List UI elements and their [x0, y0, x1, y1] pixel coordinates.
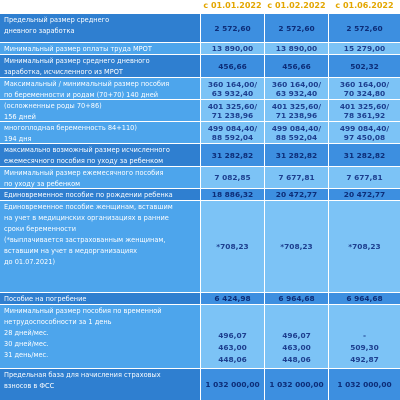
- value-cell-c1: [201, 122, 264, 143]
- value-line: 15 279,00: [343, 44, 386, 53]
- value-line: 20 472,77: [275, 190, 318, 199]
- row-label-line: Единовременное пособие женщинам, вставшим: [4, 203, 173, 211]
- value-cell-c1: [201, 14, 264, 42]
- value-line: -: [362, 331, 367, 340]
- value-line: 6 964,68: [278, 294, 315, 303]
- value-line: 496,07: [282, 331, 311, 340]
- value-line: 70 324,80: [343, 88, 386, 98]
- row-label-line: 28 дней/мес.: [4, 329, 49, 337]
- value-line: 6 424,98: [214, 294, 251, 303]
- value-line: 63 932,40: [211, 88, 254, 98]
- value-cell-c2: [265, 122, 328, 143]
- row-label-line: по беременности и родам (70+70) 140 дней: [4, 91, 159, 99]
- value-line: 7 677,81: [278, 173, 315, 182]
- value-line: 63 932,40: [275, 88, 318, 98]
- value-cell-c2: [265, 167, 328, 188]
- table-row: [0, 305, 400, 368]
- row-label-line: (осложненные роды 70+86): [4, 102, 102, 110]
- value-line: 401 325,60/: [339, 101, 390, 111]
- value-line: 499 084,40/: [207, 123, 258, 133]
- value-line: 496,07: [218, 331, 247, 340]
- value-cell-c3: [329, 43, 400, 54]
- value-line: 456,66: [218, 61, 247, 71]
- value-cell-c1: [201, 189, 264, 200]
- table-header: [0, 0, 400, 14]
- value-line: 492,87: [350, 355, 379, 364]
- row-label-line: многоплодная беременность 84+110): [4, 124, 137, 132]
- value-line: 71 238,96: [275, 110, 318, 120]
- value-line: 6 964,68: [346, 294, 383, 303]
- value-line: 463,00: [218, 343, 247, 352]
- value-cell-c3: [329, 100, 400, 121]
- row-label: [0, 55, 200, 77]
- row-label-line: дневного заработка: [4, 27, 75, 35]
- table-row: [0, 55, 400, 77]
- table-row: [0, 201, 400, 292]
- value-line: 360 164,00/: [339, 79, 390, 89]
- row-label: [0, 201, 200, 292]
- row-label-line: Пособие на погребение: [4, 295, 87, 303]
- table-row: [0, 122, 400, 143]
- value-line: 13 890,00: [211, 44, 254, 53]
- value-cell-c3: [329, 305, 400, 368]
- value-line: 7 677,81: [346, 173, 383, 182]
- table-row: [0, 189, 400, 200]
- value-cell-c1: [201, 43, 264, 54]
- value-line: 401 325,60/: [271, 101, 322, 111]
- value-line: *708,23: [348, 242, 381, 251]
- row-label-line: на учет в медицинских организациях в ранние: [4, 214, 169, 222]
- value-line: 401 325,60/: [207, 101, 258, 111]
- value-cell-c3: [329, 55, 400, 77]
- value-line: 31 282,82: [211, 150, 254, 160]
- value-line: 463,00: [282, 343, 311, 352]
- row-label-line: сроки беременности: [4, 225, 77, 233]
- value-cell-c3: [329, 122, 400, 143]
- row-label-line: Минимальный размер среднего дневного: [4, 57, 150, 65]
- table-row: [0, 293, 400, 304]
- row-label-line: взносов в ФСС: [4, 382, 55, 390]
- value-line: 1 032 000,00: [337, 380, 392, 389]
- row-label-line: по уходу за ребенком: [4, 180, 81, 188]
- value-cell-c3: [329, 369, 400, 400]
- row-label-line: Единовременное пособие по рождении ребенка: [4, 191, 173, 199]
- value-line: 31 282,82: [275, 150, 318, 160]
- value-line: 71 238,96: [211, 110, 254, 120]
- row-label: [0, 167, 200, 188]
- row-label-line: Максимальный / минимальный размер пособия: [4, 80, 170, 88]
- table-row: [0, 78, 400, 99]
- row-label: [0, 305, 200, 368]
- value-line: *708,23: [216, 242, 249, 251]
- header-col-1: с 01.01.2022: [203, 1, 262, 10]
- header-col-2: с 01.02.2022: [267, 1, 326, 10]
- row-label-line: Минимальный размер пособия по временной: [4, 307, 162, 315]
- value-line: 31 282,82: [343, 150, 386, 160]
- value-cell-c3: [329, 14, 400, 42]
- value-cell-c3: [329, 78, 400, 99]
- value-line: 502,32: [350, 61, 379, 71]
- value-cell-c1: [201, 293, 264, 304]
- value-line: 18 886,32: [211, 190, 254, 199]
- row-label-line: Предельная база для начисления страховых: [4, 371, 161, 379]
- row-label-line: Минимальный размер ежемесячного пособия: [4, 169, 164, 177]
- row-label-line: 31 день/мес.: [4, 351, 49, 359]
- value-line: *708,23: [280, 242, 313, 251]
- value-cell-c2: [265, 305, 328, 368]
- table-row: [0, 43, 400, 54]
- value-line: 13 890,00: [275, 44, 318, 53]
- row-label-line: 156 дней: [4, 113, 36, 121]
- value-cell-c1: [201, 55, 264, 77]
- value-cell-c1: [201, 369, 264, 400]
- value-line: 448,06: [218, 355, 247, 364]
- value-cell-c3: [329, 144, 400, 166]
- value-line: 499 084,40/: [339, 123, 390, 133]
- value-cell-c2: [265, 78, 328, 99]
- value-line: 509,30: [350, 343, 379, 352]
- row-label-line: Минимальный размер оплаты труда МРОТ: [4, 45, 152, 53]
- value-line: 2 572,60: [346, 23, 383, 33]
- table-row: [0, 369, 400, 400]
- value-cell-c2: [265, 293, 328, 304]
- value-line: 88 592,04: [211, 132, 254, 142]
- value-line: 448,06: [282, 355, 311, 364]
- value-line: 456,66: [282, 61, 311, 71]
- value-cell-c1: [201, 201, 264, 292]
- row-label-line: ежемесячного пособия по уходу за ребенком: [4, 157, 164, 165]
- row-label-line: (*выплачивается застрахованным женщинам,: [4, 236, 166, 244]
- row-label-line: нетрудоспособности за 1 день: [4, 318, 112, 326]
- value-cell-c3: [329, 167, 400, 188]
- value-cell-c1: [201, 305, 264, 368]
- value-cell-c2: [265, 201, 328, 292]
- value-cell-c2: [265, 14, 328, 42]
- value-cell-c2: [265, 43, 328, 54]
- value-cell-c1: [201, 167, 264, 188]
- row-label: [0, 78, 200, 99]
- value-cell-c2: [265, 189, 328, 200]
- value-cell-c2: [265, 369, 328, 400]
- row-label-line: 194 дня: [4, 135, 32, 143]
- row-label-line: максимально возможный размер исчисленного: [4, 146, 170, 154]
- table-row: [0, 14, 400, 42]
- value-cell-c3: [329, 293, 400, 304]
- value-line: 499 084,40/: [271, 123, 322, 133]
- value-line: 360 164,00/: [271, 79, 322, 89]
- row-label: [0, 122, 200, 143]
- value-cell-c1: [201, 144, 264, 166]
- value-line: 78 361,92: [343, 110, 386, 120]
- value-line: 1 032 000,00: [205, 380, 260, 389]
- row-label: [0, 43, 200, 54]
- row-label: [0, 144, 200, 166]
- row-label-line: до 01.07.2021): [4, 258, 56, 266]
- row-label: [0, 293, 200, 304]
- header-col-3: с 01.06.2022: [335, 1, 394, 10]
- value-line: 97 450,08: [343, 132, 386, 142]
- value-cell-c3: [329, 201, 400, 292]
- value-line: 2 572,60: [214, 23, 251, 33]
- row-label-line: вставшим на учет в медорганизациях: [4, 247, 137, 255]
- row-label: [0, 189, 200, 200]
- value-cell-c1: [201, 100, 264, 121]
- row-label-line: Предельный размер среднего: [4, 16, 110, 24]
- row-label: [0, 14, 200, 42]
- row-label-line: 30 дней/мес.: [4, 340, 49, 348]
- table-row: [0, 167, 400, 188]
- value-cell-c3: [329, 189, 400, 200]
- value-line: 2 572,60: [278, 23, 315, 33]
- value-cell-c1: [201, 78, 264, 99]
- value-line: 20 472,77: [343, 190, 386, 199]
- value-line: 88 592,04: [275, 132, 318, 142]
- row-label: [0, 100, 200, 121]
- value-cell-c2: [265, 100, 328, 121]
- value-cell-c2: [265, 55, 328, 77]
- row-label-line: заработка, исчисленного из МРОТ: [4, 68, 123, 76]
- value-cell-c2: [265, 144, 328, 166]
- value-line: 360 164,00/: [207, 79, 258, 89]
- table-row: [0, 100, 400, 121]
- value-line: 7 082,85: [214, 173, 251, 182]
- table-row: [0, 144, 400, 166]
- value-line: 1 032 000,00: [269, 380, 324, 389]
- row-label: [0, 369, 200, 400]
